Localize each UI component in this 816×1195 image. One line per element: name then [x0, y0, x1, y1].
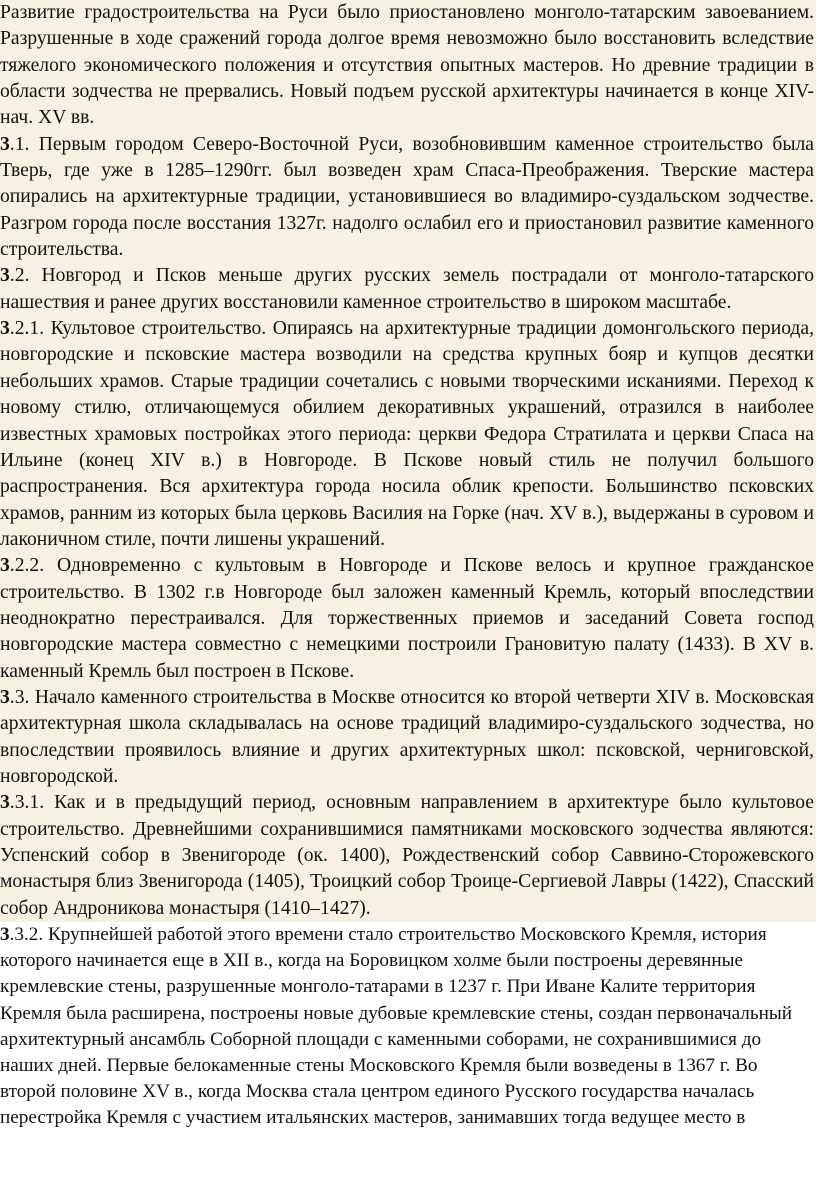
section-number-bold: 3 [0, 265, 10, 287]
paragraph-text: Новгород и Псков меньше других русских земель пострадали от монголо-татарского нашествия и ранее других восстановили каменное строительство в широком масштабе. [0, 265, 814, 313]
section-number-bold: 3 [0, 792, 10, 814]
paragraph-text: Как и в предыдущий период, основным направлением в архитектуре было культовое строительство. Древнейшими сохранившимися памятниками московского зодчества являются: Успенский собор в Звенигороде (ок. 1400), Рождественский собор Саввино-Сторожевского монастыря близ Звенигорода (1405), Троицкий собор Троице-Сергиевой Лавры (1422), Спасский собор Андроникова монастыря (1410–1427). [0, 792, 814, 919]
paragraph-text: Одновременно с культовым в Новгороде и Пскове велось и крупное гражданское строительство. В 1302 г.в Новгороде был заложен каменный Кремль, который впоследствии неоднократно перестраивался. Для торжественных приемов и заседаний Совета господ новгородские мастера совместно с немецкими построили Грановитую палату (1433). В XV в. каменный Кремль был построен в Пскове. [0, 555, 814, 682]
paragraph-3-2-2 [0, 553, 814, 685]
paragraph-text: Культовое строительство. Опираясь на архитектурные традиции домонгольского периода, новгородские и псковские мастера возводили на средства крупных бояр и купцов десятки небольших храмов. Старые традиции сочетались с новыми творческими исканиями. Переход к новому стилю, отличающемуся обилием декоративных украшений, отразился в наиболее известных храмовых постройках этого периода: церкви Федора Стратилата и церкви Спаса на Ильине (конец XIV в.) в Новгороде. В Пскове новый стиль не получил большого распространения. Вся архитектура города носила облик крепости. Большинство псковских храмов, ранним из которых была церковь Василия на Горке (нач. XV в.), выдержаны в суровом и лаконичном стиле, почти лишены украшений. [0, 318, 814, 550]
section-number-bold: 3 [0, 133, 10, 155]
section-number-bold: 3 [0, 924, 10, 946]
section-number-bold: 3 [0, 555, 10, 577]
paragraph-3-3 [0, 685, 814, 790]
paragraph-text: Начало каменного строительства в Москве относится ко второй четверти XIV в. Московская архитектурная школа складывалась на основе традиций владимиро-суздальского зодчества, но впоследствии проявилось влияние и других архитектурных школ: псковской, черниговской, новгородской. [0, 686, 814, 787]
paragraph-3-2 [0, 263, 814, 316]
paragraph-text: Первым городом Северо-Восточной Руси, возобновившим каменное строительство была Тверь, где уже в 1285–1290гг. был возведен храм Спаса-Преображения. Тверские мастера опирались на архитектурные традиции, установившиеся во владимиро-суздальском зодчестве. Разгром города после восстания 1327г. надолго ослабил его и приостановил развитие каменного строительства. [0, 133, 814, 261]
paragraph-3-1 [0, 132, 814, 264]
section-number-bold: 3 [0, 686, 10, 708]
section-number: .3.2. [9, 924, 44, 946]
section-number: .3.1. [9, 792, 45, 814]
section-number: .2.1. [9, 318, 45, 340]
paragraph-3-2-1 [0, 316, 814, 553]
paragraph-text: Развитие градостроительства на Руси было приостановлено монголо-татарским завоеванием. Разрушенные в ходе сражений города долгое время невозможно было восстановить вследствие тяжелого экономического положения и отсутствия опытных мастеров. Но древние традиции в области зодчества не прервались. Новый подъем русской архитектуры начинается в конце XIV-нач. XV вв. [0, 2, 814, 129]
paragraph-text: Крупнейшей работой этого времени стало строительство Московского Кремля, история которого начинается еще в XII в., когда на Боровицком холме были построены деревянные кремлевские стены, разрушенные монголо-татарами в 1237 г. При Иване Калите территория Кремля была расширена, построены новые дубовые кремлевские стены, создан первоначальный архитектурный ансамбль Соборной площади с каменными соборами, не сохранившимися до наших дней. Первые белокаменные стены Московского Кремля были возведены в 1367 г. Во второй половине XV в., когда Москва стала центром единого Русского государства началась перестройка Кремля с участием итальянских мастеров, занимавших тогда ведущее место в [0, 924, 793, 1129]
section-number: .1. [9, 133, 30, 155]
section-number: .2. [9, 265, 30, 287]
paragraph-3-3-2 [0, 922, 814, 1132]
plain-text-block [0, 922, 816, 1132]
paragraph-intro [0, 0, 814, 132]
paragraph-3-3-1 [0, 790, 814, 922]
section-number: .2.2. [9, 555, 45, 577]
section-number-bold: 3 [0, 318, 10, 340]
section-number: .3. [9, 686, 30, 708]
